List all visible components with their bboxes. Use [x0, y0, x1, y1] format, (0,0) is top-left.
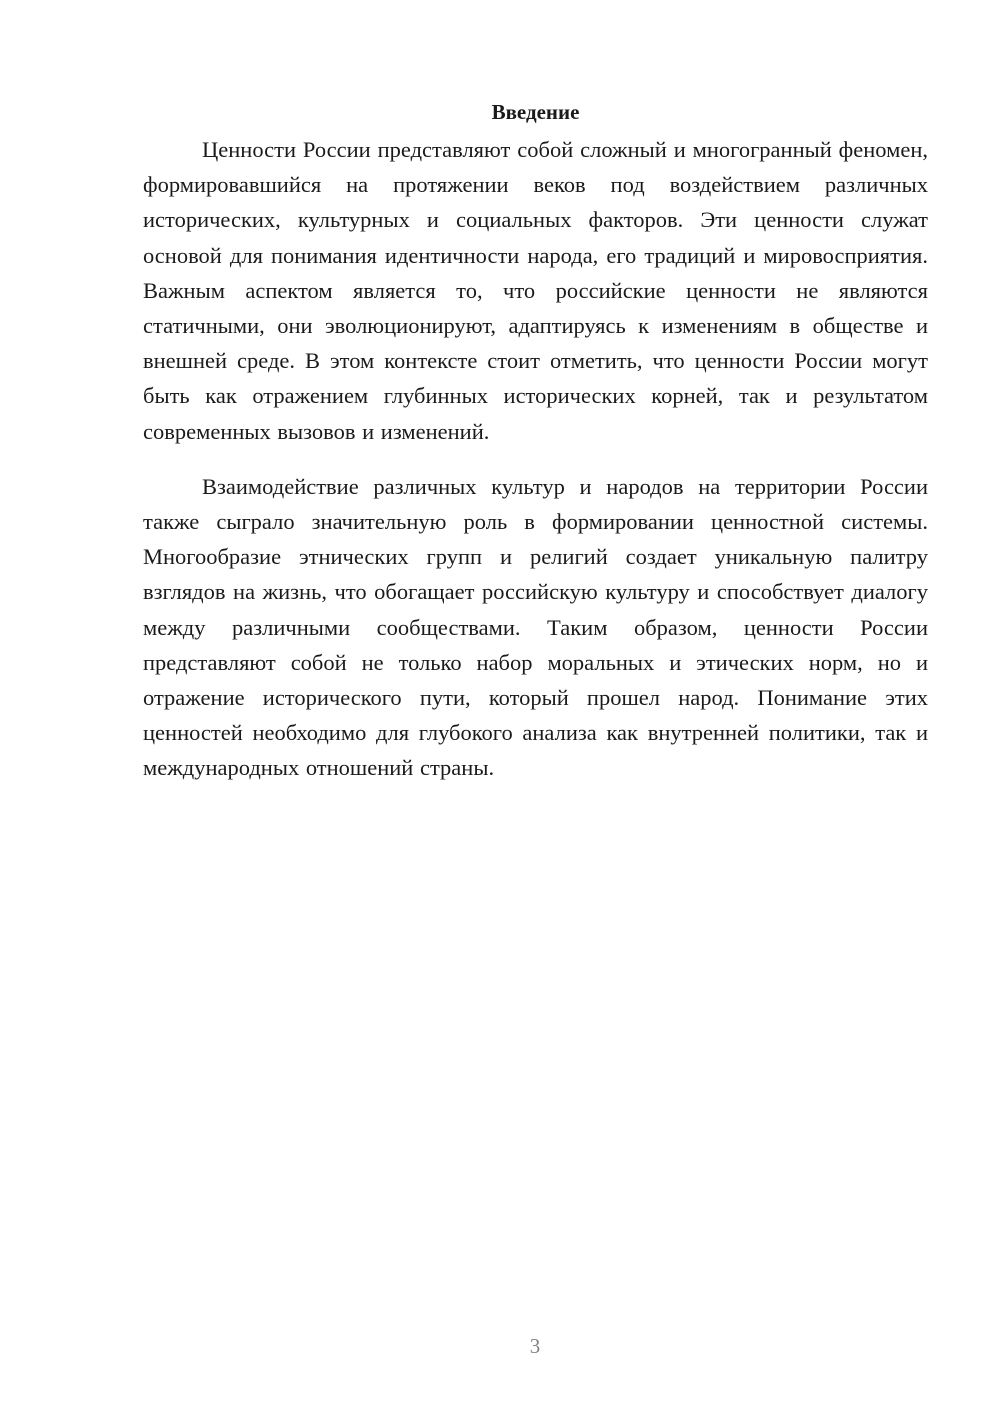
section-heading: Введение	[491, 100, 580, 124]
page-number: 3	[529, 1334, 541, 1358]
paragraph-2: Взаимодействие различных культур и народов на территории России также сыграло значительную роль в формировании ценностной системы. Многообразие этнических групп и религий создает уникальную палитру взглядов на жизнь, что обогащает российскую культуру и способствует диалогу между различными сообществами. Таким образом, ценности России представляют собой не только набор моральных и этических норм, но и отражение исторического пути, который прошел народ. Понимание этих ценностей необходимо для глубокого анализа как внутренней политики, так и международных отношений страны.	[143, 473, 928, 781]
page-content	[143, 98, 928, 786]
paragraph-1: Ценности России представляют собой сложный и многогранный феномен, формировавшийся на протяжении веков под воздействием различных исторических, культурных и социальных факторов. Эти ценности служат основой для понимания идентичности народа, его традиций и мировосприятия. Важным аспектом является то, что российские ценности не являются статичными, они эволюционируют, адаптируясь к изменениям в обществе и внешней среде. В этом контексте стоит отметить, что ценности России могут быть как отражением глубинных исторических корней, так и результатом современных вызовов и изменений.	[143, 137, 928, 444]
